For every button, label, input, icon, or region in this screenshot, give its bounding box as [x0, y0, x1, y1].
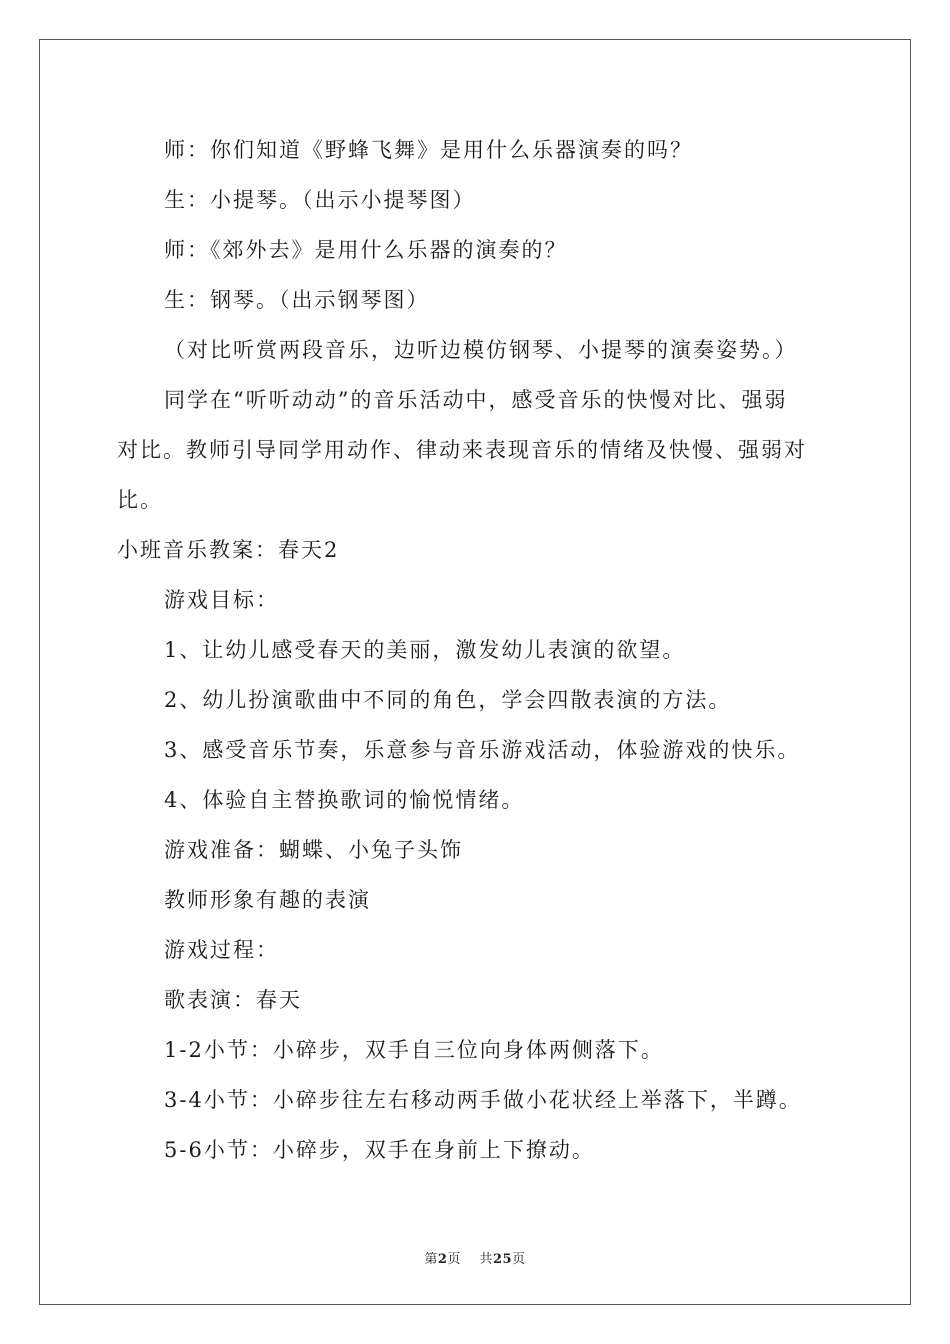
text-line: 游戏准备：蝴蝶、小兔子头饰	[164, 838, 463, 862]
text-line: 3-4小节：小碎步往左右移动两手做小花状经上举落下，半蹲。	[164, 1088, 802, 1112]
total-suffix: 页	[512, 1252, 526, 1267]
text-line: 1、让幼儿感受春天的美丽，激发幼儿表演的欲望。	[164, 638, 686, 662]
text-line: 对比。教师引导同学用动作、律动来表现音乐的情绪及快慢、强弱对	[117, 438, 807, 462]
page-suffix: 页	[447, 1252, 461, 1267]
section-heading: 小班音乐教案：春天2	[117, 538, 340, 562]
text-line: 生：小提琴。（出示小提琴图）	[164, 188, 476, 212]
text-line: 教师形象有趣的表演	[164, 888, 371, 912]
total-prefix: 共	[479, 1252, 493, 1267]
page-frame	[39, 39, 911, 1305]
page-number: 2	[437, 1252, 448, 1267]
text-line: 同学在“听听动动”的音乐活动中，感受音乐的快慢对比、强弱	[164, 388, 788, 412]
text-line: （对比听赏两段音乐，边听边模仿钢琴、小提琴的演奏姿势。）	[164, 338, 798, 362]
page-footer	[0, 1248, 950, 1267]
text-line: 生：钢琴。（出示钢琴图）	[164, 288, 430, 312]
text-line: 4、体验自主替换歌词的愉悦情绪。	[164, 788, 525, 812]
text-line: 师：你们知道《野蜂飞舞》是用什么乐器演奏的吗？	[164, 138, 693, 162]
text-line: 2、幼儿扮演歌曲中不同的角色，学会四散表演的方法。	[164, 688, 732, 712]
text-line: 师：《郊外去》是用什么乐器的演奏的？	[164, 238, 568, 262]
text-line: 3、感受音乐节奏，乐意参与音乐游戏活动，体验游戏的快乐。	[164, 738, 801, 762]
text-line: 游戏目标：	[164, 588, 279, 612]
page-prefix: 第	[424, 1252, 438, 1267]
text-line: 5-6小节：小碎步，双手在身前上下撩动。	[164, 1138, 595, 1162]
text-line: 1-2小节：小碎步，双手自三位向身体两侧落下。	[164, 1038, 664, 1062]
text-line: 比。	[117, 488, 163, 512]
text-line: 游戏过程：	[164, 938, 279, 962]
total-pages: 25	[493, 1252, 513, 1267]
text-line: 歌表演：春天	[164, 988, 302, 1012]
